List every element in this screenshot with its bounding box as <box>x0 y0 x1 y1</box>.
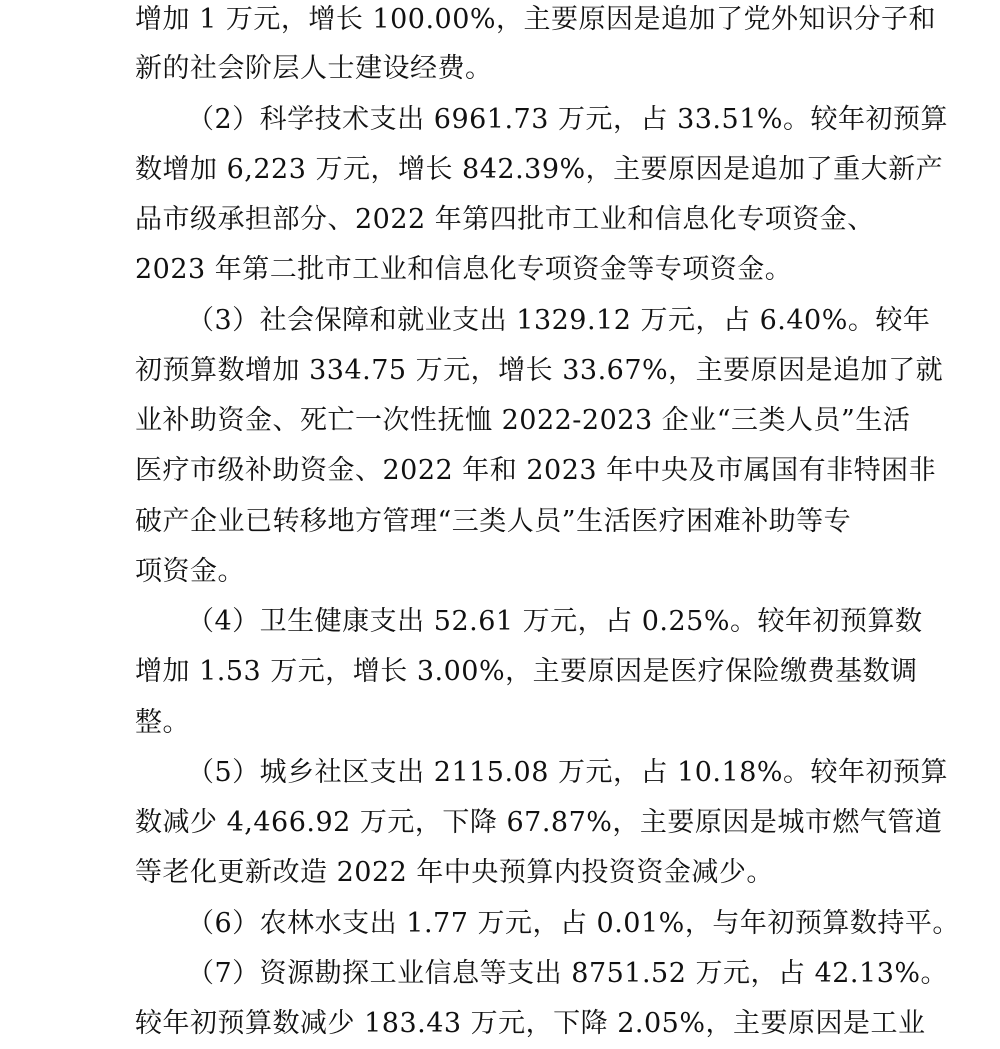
paragraph-5-heading: （5）城乡社区支出 2115.08 万元，占 10.18%。较年初预算 <box>187 757 949 788</box>
text-line: 初预算数增加 334.75 万元，增长 33.67%，主要原因是追加了就 <box>135 355 944 386</box>
text-line: 2023 年第二批市工业和信息化专项资金等专项资金。 <box>135 254 793 285</box>
text-line: 等老化更新改造 2022 年中央预算内投资资金减少。 <box>135 857 774 888</box>
paragraph-3-heading: （3）社会保障和就业支出 1329.12 万元，占 6.40%。较年 <box>187 305 931 336</box>
text-line: 新的社会阶层人士建设经费。 <box>135 53 493 84</box>
paragraph-4-heading: （4）卫生健康支出 52.61 万元，占 0.25%。较年初预算数 <box>187 606 923 637</box>
text-line: 整。 <box>135 707 190 738</box>
text-line: 品市级承担部分、2022 年第四批市工业和信息化专项资金、 <box>135 204 875 235</box>
text-line: 增加 1 万元，增长 100.00%，主要原因是追加了党外知识分子和 <box>135 4 937 35</box>
text-line: 数增加 6,223 万元，增长 842.39%，主要原因是追加了重大新产 <box>135 154 944 185</box>
paragraph-2-heading: （2）科学技术支出 6961.73 万元，占 33.51%。较年初预算 <box>187 104 949 135</box>
paragraph-6-heading: （6）农林水支出 1.77 万元，占 0.01%，与年初预算数持平。 <box>187 908 960 939</box>
text-line: 数减少 4,466.92 万元，下降 67.87%，主要原因是城市燃气管道 <box>135 807 943 838</box>
text-line: 业补助资金、死亡一次性抚恤 2022-2023 企业“三类人员”生活 <box>135 405 911 436</box>
text-line: 破产企业已转移地方管理“三类人员”生活医疗困难补助等专 <box>135 506 852 537</box>
text-line: 医疗市级补助资金、2022 年和 2023 年中央及市属国有非特困非 <box>135 455 937 486</box>
text-line: 增加 1.53 万元，增长 3.00%，主要原因是医疗保险缴费基数调 <box>135 656 918 687</box>
paragraph-7-heading: （7）资源勘探工业信息等支出 8751.52 万元，占 42.13%。 <box>187 958 949 989</box>
text-line: 项资金。 <box>135 556 245 587</box>
text-line: 较年初预算数减少 183.43 万元，下降 2.05%，主要原因是工业 <box>135 1008 926 1039</box>
